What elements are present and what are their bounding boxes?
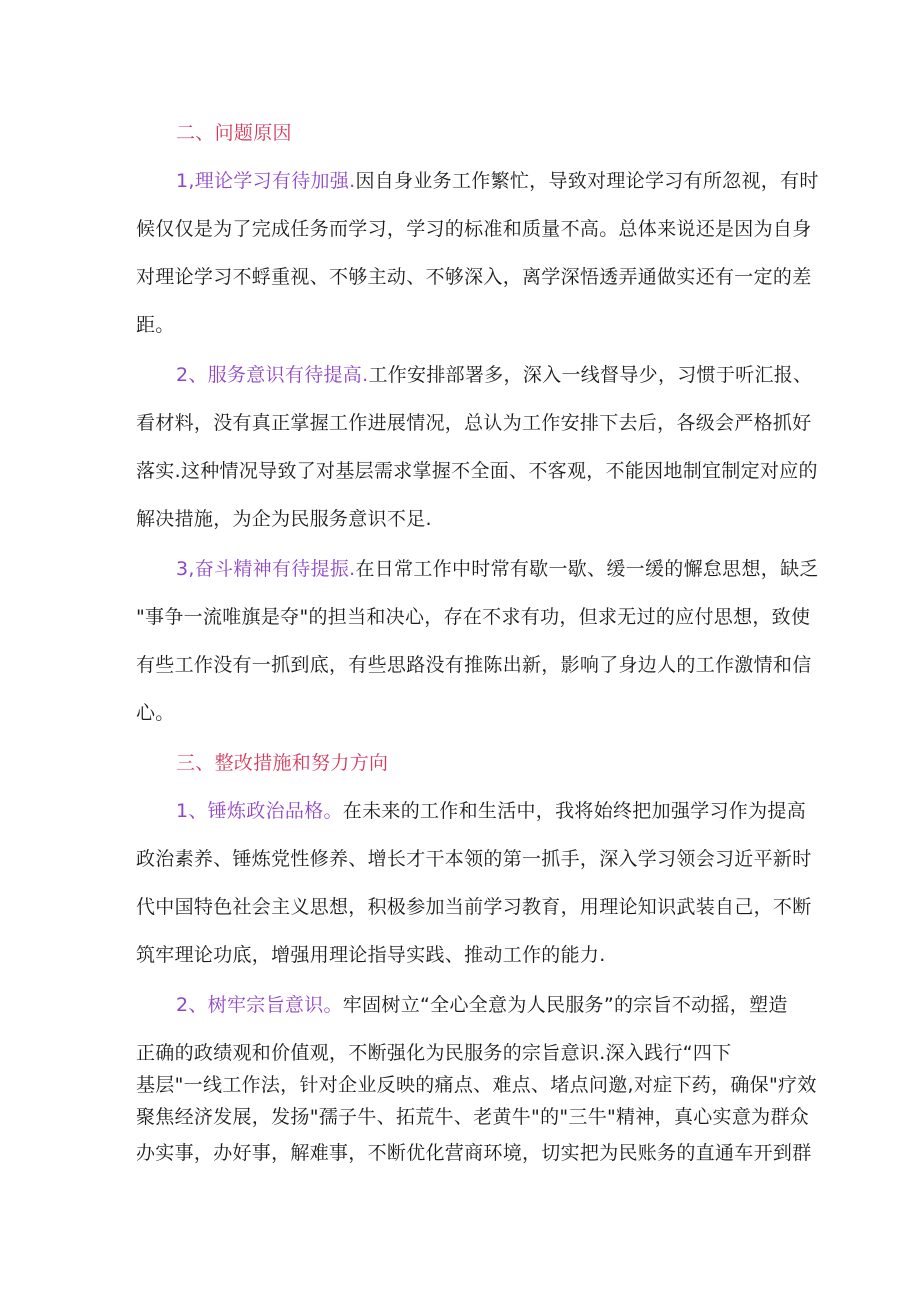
paragraph-line: 筑牢理论功底，增强用理论指导实践、推动工作的能力.: [136, 944, 606, 966]
paragraph-text: 牢固树立“全心全意为人民服务”的宗旨不动摇，塑造: [342, 994, 788, 1016]
item-lead-fighting-spirit: 3,奋斗精神有待提振.: [176, 558, 356, 580]
paragraph-line: 心。: [136, 702, 175, 724]
paragraph-line: 看材料，没有真正掌握工作进展情况，总认为工作安排下去后，各级会严格抓好: [136, 412, 812, 434]
paragraph-line: 落实.这种情况导致了对基层需求掌握不全面、不客观，不能因地制宜制定对应的: [136, 460, 818, 482]
paragraph-text: 工作安排部署多，深入一线督导少，习惯于听汇报、: [368, 364, 813, 386]
paragraph-text: 因自身业务工作繁忙，导致对理论学习有所忽视，有时: [355, 170, 819, 192]
item-lead-political-character: 1、锤炼政治品格。: [176, 800, 343, 822]
paragraph-line: [176, 168, 819, 194]
section-heading-causes: 二、问题原因: [176, 122, 292, 144]
paragraph-line: 有些工作没有一抓到底，有些思路没有推陈出新，影响了身边人的工作激情和信: [136, 654, 812, 676]
item-lead-theory-study: 1,理论学习有待加强.: [176, 170, 356, 192]
paragraph-line: 聚焦经济发展，发扬"孺子牛、拓荒牛、老黄牛"的"三牛"精神，真心实意为群众: [136, 1106, 810, 1128]
item-lead-purpose-awareness: 2、树牢宗旨意识。: [176, 994, 343, 1016]
paragraph-line: [176, 798, 806, 824]
item-lead-service-awareness: 2、服务意识有待提高.: [176, 364, 369, 386]
paragraph-line: [176, 992, 786, 1018]
paragraph-line: 基层"一线工作法，针对企业反映的痛点、难点、堵点问邀,对症下药，确保"疗效: [136, 1074, 817, 1096]
paragraph-line: [176, 556, 819, 582]
paragraph-line: 办实事，办好事，解难事，不断优化营商环境，切实把为民账务的直通车开到群: [136, 1142, 812, 1164]
paragraph-text: 在日常工作中时常有歇一歇、缓一缓的懈怠思想，缺乏: [355, 558, 819, 580]
paragraph-line: 代中国特色社会主义思想，积极参加当前学习教育，用理论知识武装自己，不断: [136, 896, 812, 918]
paragraph-line: 解决措施，为企为民服务意识不足.: [136, 508, 432, 530]
paragraph-text: 在未来的工作和生活中，我将始终把加强学习作为提高: [342, 800, 806, 822]
paragraph-line: 距。: [136, 314, 175, 336]
paragraph-line: 政治素养、锤炼党性修养、增长才干本领的第一抓手，深入学习领会习近平新时: [136, 848, 812, 870]
paragraph-line: 候仅仅是为了完成任务而学习，学习的标准和质量不高。总体来说还是因为自身: [136, 218, 812, 240]
paragraph-line: [176, 362, 813, 388]
section-heading-measures: 三、整改措施和努力方向: [176, 752, 389, 774]
paragraph-line: 正确的政绩观和价值观，不断强化为民服务的宗旨意识.深入践行“四下: [136, 1042, 732, 1064]
paragraph-line: "事争一流唯旗是夺"的担当和决心，存在不求有功，但求无过的应付思想，致使: [136, 606, 811, 628]
paragraph-line: 对理论学习不蜉重视、不够主动、不够深入，离学深悟透弄通做实还有一定的差: [136, 266, 812, 288]
